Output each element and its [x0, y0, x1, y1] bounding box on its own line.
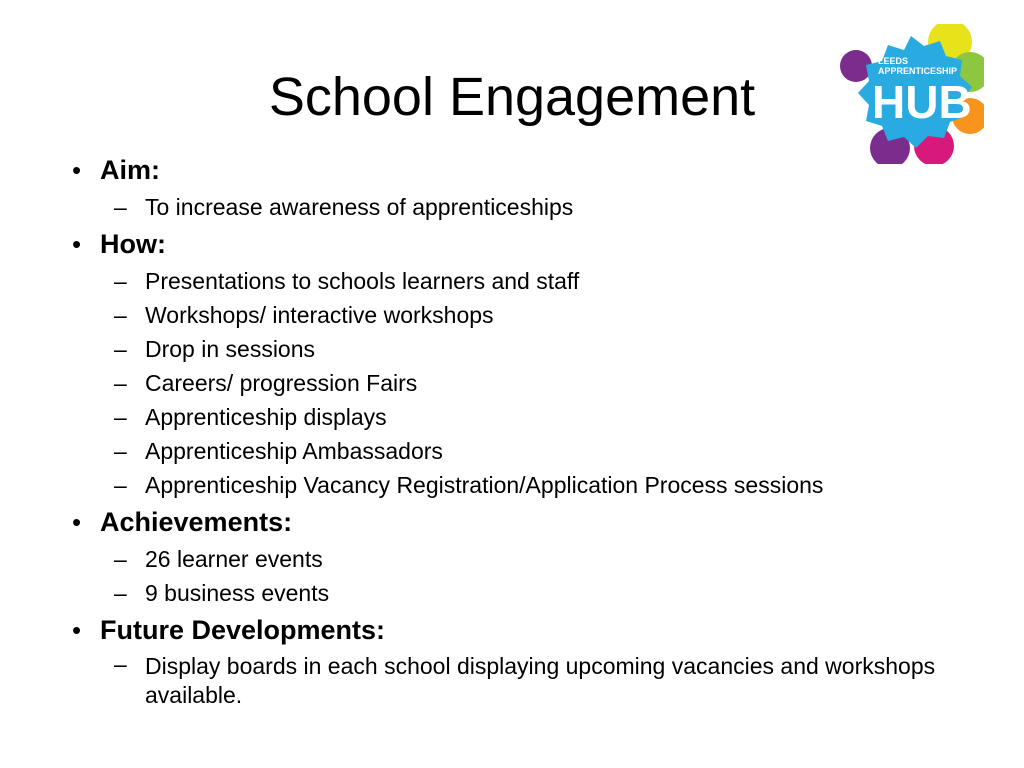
- logo-line3: HUB: [872, 76, 972, 128]
- sub-list: [72, 650, 972, 710]
- section-aim: [72, 150, 972, 224]
- list-item: [72, 264, 972, 298]
- bullet-list: [72, 150, 972, 710]
- sub-list: [72, 190, 972, 224]
- list-item-text: Apprenticeship Ambassadors: [145, 438, 443, 464]
- dash-glyph: –: [114, 546, 127, 572]
- section-heading: Future Developments:: [100, 615, 386, 645]
- list-item-text: Careers/ progression Fairs: [145, 370, 418, 396]
- list-item-text: Apprenticeship displays: [145, 404, 387, 430]
- logo-line1: LEEDS: [878, 56, 909, 66]
- bullet-glyph: •: [72, 507, 82, 537]
- section-heading-row: [72, 224, 972, 264]
- dash-glyph: –: [114, 580, 127, 606]
- section-heading: How:: [100, 229, 166, 259]
- bullet-glyph: •: [72, 615, 82, 645]
- section-heading: Aim:: [100, 155, 160, 185]
- dash-glyph: –: [114, 268, 127, 294]
- sub-list: [72, 264, 972, 502]
- bullet-glyph: •: [72, 155, 82, 185]
- dash-glyph: –: [114, 472, 127, 498]
- section-heading: Achievements:: [100, 507, 293, 537]
- leeds-apprenticeship-hub-logo: [838, 24, 984, 164]
- section-future-developments: [72, 610, 972, 710]
- list-item: [72, 434, 972, 468]
- section-how: [72, 224, 972, 502]
- list-item-text: Display boards in each school displaying upcoming vacancies and workshops available.: [145, 653, 936, 708]
- list-item-text: Presentations to schools learners and staff: [145, 268, 580, 294]
- list-item-text: 26 learner events: [145, 546, 323, 572]
- bullet-glyph: •: [72, 229, 82, 259]
- list-item: [72, 576, 972, 610]
- section-heading-row: [72, 150, 972, 190]
- list-item: [72, 332, 972, 366]
- section-achievements: [72, 502, 972, 610]
- dash-glyph: –: [114, 302, 127, 328]
- dash-glyph: –: [114, 194, 127, 220]
- list-item: [72, 298, 972, 332]
- section-heading-row: [72, 610, 972, 650]
- list-item: [72, 366, 972, 400]
- dash-glyph: –: [114, 438, 127, 464]
- list-item-text: 9 business events: [145, 580, 330, 606]
- list-item-text: Apprenticeship Vacancy Registration/Application Process sessions: [145, 472, 824, 498]
- dash-glyph: –: [114, 370, 127, 396]
- sub-list: [72, 542, 972, 610]
- slide-title: School Engagement: [268, 67, 756, 127]
- list-item: [72, 650, 972, 710]
- list-item-text: Drop in sessions: [145, 336, 316, 362]
- dash-glyph: –: [114, 651, 127, 677]
- dash-glyph: –: [114, 404, 127, 430]
- section-heading-row: [72, 502, 972, 542]
- logo-line2: APPRENTICESHIP: [878, 66, 958, 76]
- dash-glyph: –: [114, 336, 127, 362]
- list-item: [72, 190, 972, 224]
- list-item: [72, 400, 972, 434]
- list-item-text: To increase awareness of apprenticeships: [145, 194, 574, 220]
- list-item: [72, 542, 972, 576]
- list-item-text: Workshops/ interactive workshops: [145, 302, 494, 328]
- list-item: [72, 468, 972, 502]
